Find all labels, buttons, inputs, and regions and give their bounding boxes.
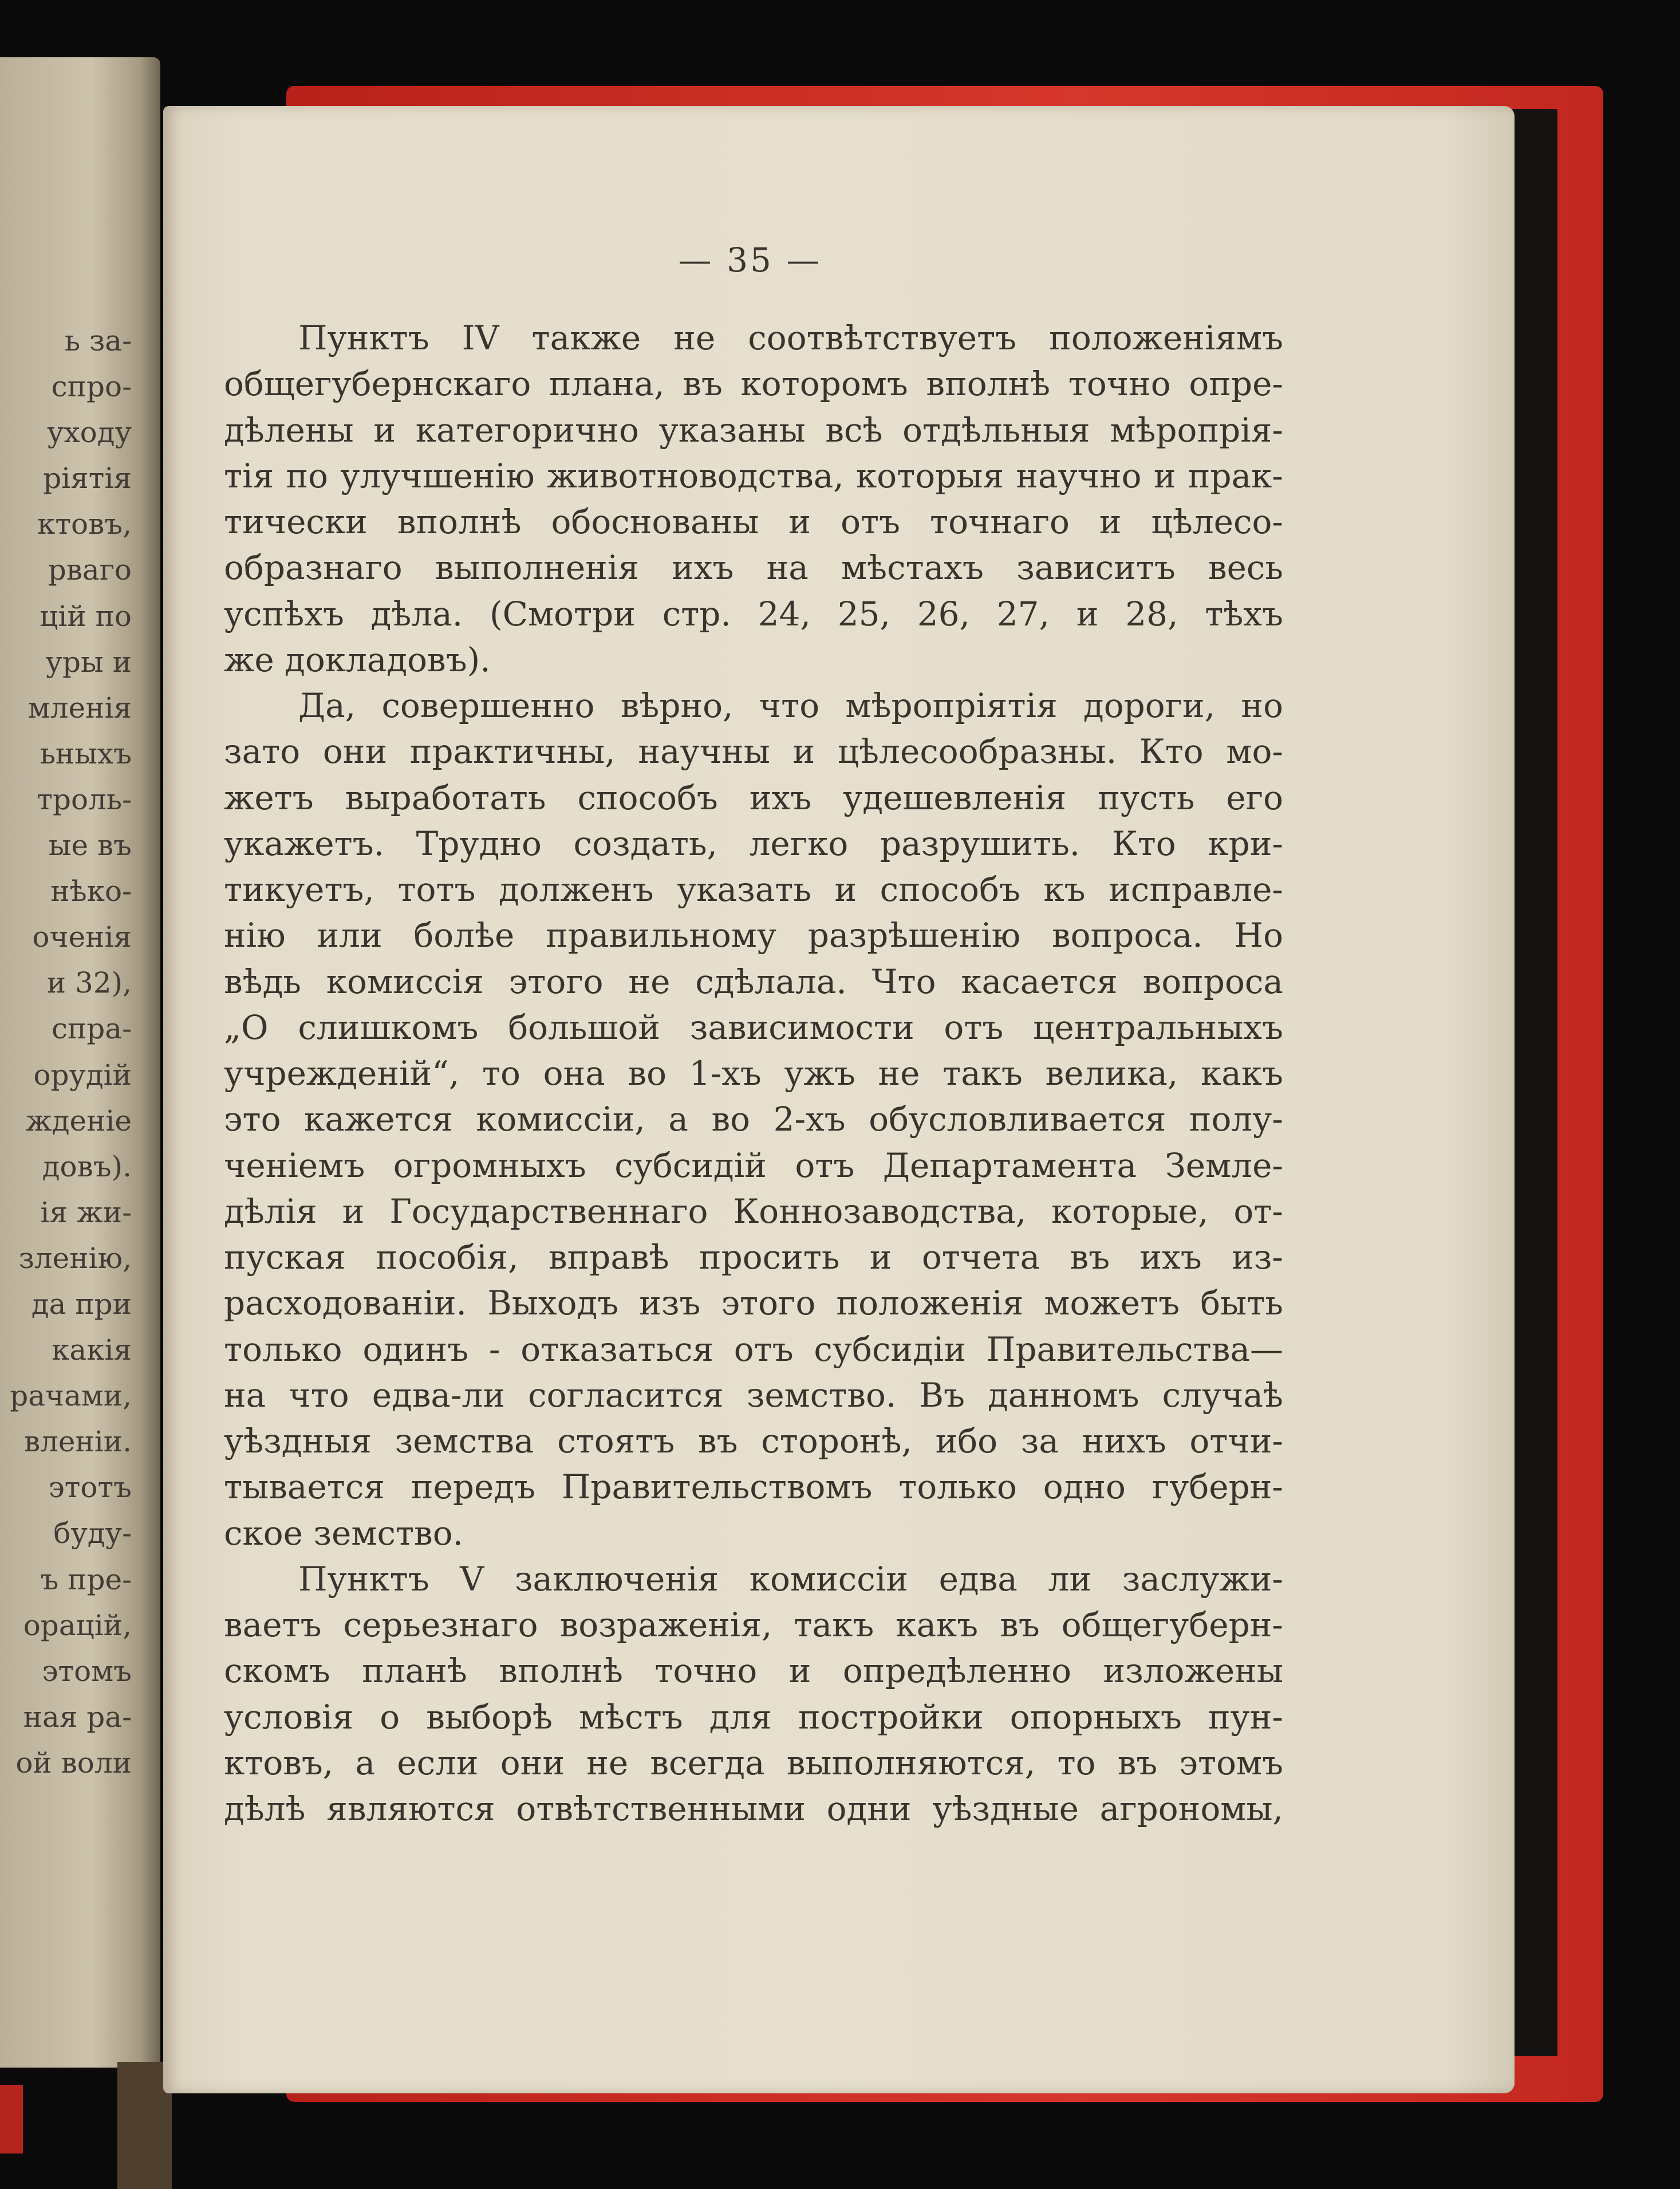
left-line: ъ пре- — [40, 1562, 132, 1596]
text-line: тически вполнѣ обоснованы и отъ точнаго и цѣлесо- — [224, 502, 1283, 541]
text-line: скомъ планѣ вполнѣ точно и опредѣленно изложены — [224, 1651, 1283, 1691]
text-line: пуская пособія, вправѣ просить и отчета въ ихъ из- — [224, 1238, 1283, 1277]
text-line: уѣздныя земства стоятъ въ сторонѣ, ибо за нихъ отчи- — [224, 1422, 1283, 1460]
left-page-text — [0, 318, 132, 1786]
left-line: вленіи. — [23, 1425, 132, 1459]
text-line: зато они практичны, научны и цѣлесообразны. Кто мо- — [224, 732, 1283, 771]
left-line: жденіе — [25, 1104, 132, 1137]
page-body-text — [224, 315, 1283, 1832]
text-line: учрежденій“, то она во 1-хъ ужъ не такъ велика, какъ — [224, 1054, 1283, 1093]
left-line: зленію, — [18, 1241, 132, 1275]
text-line: жетъ выработать способъ ихъ удешевленія пусть его — [224, 778, 1283, 817]
left-line: этотъ — [48, 1471, 132, 1505]
left-line: ія жи- — [40, 1195, 132, 1229]
text-line: дѣлѣ являются отвѣтственными одни уѣздные агрономы, — [224, 1789, 1283, 1828]
text-line: „О слишкомъ большой зависимости отъ центральныхъ — [224, 1007, 1283, 1047]
book-page — [163, 106, 1515, 2093]
text-line: ское земство. — [224, 1513, 464, 1553]
left-line: ьныхъ — [40, 737, 132, 770]
left-line: буду- — [53, 1517, 132, 1550]
text-line: Пунктъ IV также не соотвѣтствуетъ положеніямъ — [298, 318, 1283, 357]
left-line: уры и — [45, 645, 132, 679]
text-line: Пунктъ V заключенія комиссіи едва ли заслужи- — [298, 1559, 1283, 1599]
left-line: ріятія — [43, 462, 132, 495]
left-line: этомъ — [42, 1654, 132, 1688]
left-line: да при — [31, 1287, 132, 1321]
text-line: это кажется комиссіи, а во 2-хъ обусловливается полу- — [224, 1100, 1283, 1139]
text-line: условія о выборѣ мѣстъ для постройки опорныхъ пун- — [224, 1697, 1283, 1737]
text-line: тикуетъ, тотъ долженъ указать и способъ къ исправле- — [224, 870, 1283, 909]
left-line: уходу — [47, 416, 132, 450]
left-line: довъ). — [42, 1149, 132, 1183]
text-line: только одинъ - отказаться отъ субсидіи Правительства— — [224, 1329, 1283, 1369]
left-line: рачами, — [10, 1379, 132, 1413]
text-line: на что едва-ли согласится земство. Въ данномъ случаѣ — [224, 1375, 1283, 1415]
text-line: ваетъ серьезнаго возраженія, такъ какъ въ общегуберн- — [224, 1605, 1283, 1644]
left-line: цій по — [40, 599, 132, 633]
left-line: и 32), — [46, 966, 132, 1000]
left-facing-page — [0, 57, 160, 2068]
left-line: ые въ — [48, 829, 132, 863]
left-line: спра- — [51, 1012, 132, 1046]
text-line: ченіемъ огромныхъ субсидій отъ Департамента Земле- — [224, 1145, 1283, 1185]
text-line: дѣлены и категорично указаны всѣ отдѣльныя мѣропрія- — [224, 410, 1283, 450]
text-line: Да, совершенно вѣрно, что мѣропріятія дороги, но — [298, 686, 1283, 725]
left-line: мленія — [27, 691, 132, 725]
left-line: орудій — [33, 1058, 132, 1092]
text-line: нію или болѣе правильному разрѣшенію вопроса. Но — [224, 916, 1283, 955]
left-line: нѣко- — [50, 875, 132, 908]
page-number: — 35 — — [678, 241, 822, 279]
text-line: укажетъ. Трудно создать, легко разрушить. Кто кри- — [224, 824, 1283, 863]
left-line: оченія — [32, 920, 132, 954]
text-line: тія по улучшенію животноводства, которыя научно и прак- — [224, 456, 1283, 495]
left-line: ктовъ, — [37, 507, 132, 541]
left-line: какія — [52, 1333, 132, 1367]
text-line: успѣхъ дѣла. (Смотри стр. 24, 25, 26, 27, и 28, тѣхъ — [224, 594, 1283, 633]
text-line: вѣдь комиссія этого не сдѣлала. Что касается вопроса — [224, 962, 1283, 1001]
left-line: спро- — [51, 370, 132, 404]
text-line: образнаго выполненія ихъ на мѣстахъ зависитъ весь — [224, 548, 1283, 588]
left-line: ь за- — [64, 324, 132, 357]
text-line: расходованіи. Выходъ изъ этого положенія можетъ быть — [224, 1284, 1283, 1323]
text-line: общегубернскаго плана, въ которомъ вполнѣ точно опре- — [224, 364, 1283, 404]
left-line: троль- — [37, 782, 132, 816]
left-line: ой воли — [15, 1746, 132, 1779]
text-line: тывается передъ Правительствомъ только одно губерн- — [224, 1467, 1283, 1507]
left-line: ная ра- — [23, 1700, 132, 1734]
text-line: же докладовъ). — [224, 640, 491, 679]
left-line: рваго — [48, 553, 132, 587]
text-line: дѣлія и Государственнаго Коннозаводства, которые, от- — [224, 1191, 1283, 1231]
text-line: ктовъ, а если они не всегда выполняются, то въ этомъ — [224, 1743, 1283, 1782]
book-spine-red — [0, 2085, 23, 2153]
left-line: орацій, — [23, 1608, 132, 1642]
